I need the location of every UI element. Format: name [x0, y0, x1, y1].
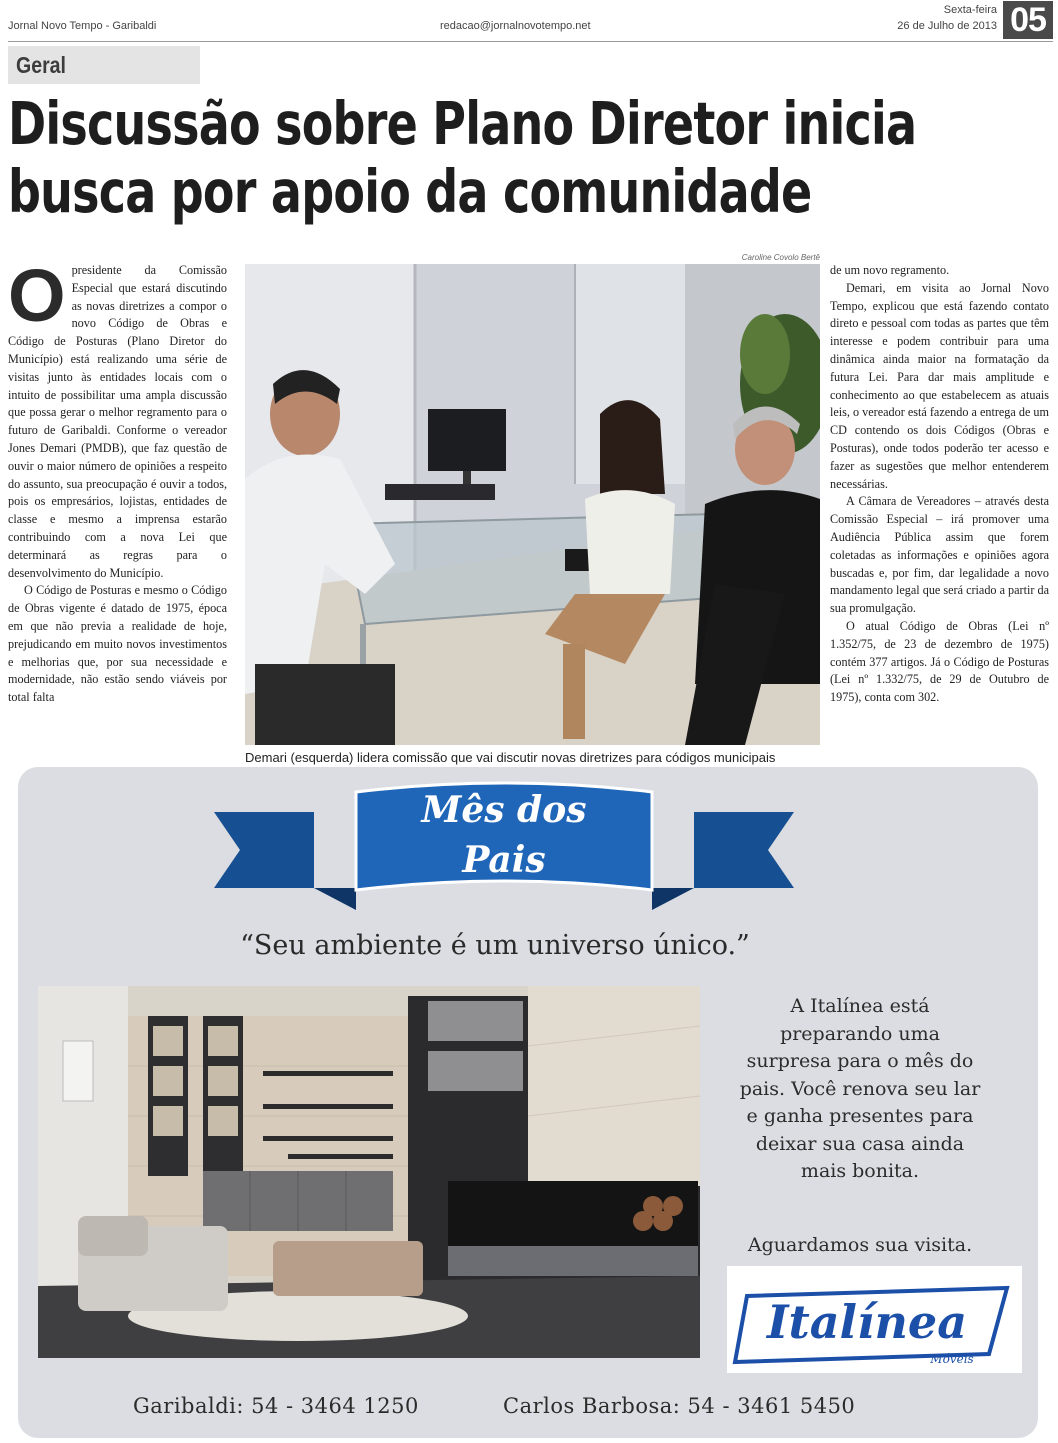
page-number: 05	[1003, 1, 1053, 39]
contact-carlos-barbosa[interactable]: Carlos Barbosa: 54 - 3461 5450	[503, 1394, 856, 1418]
drop-cap: O	[8, 254, 66, 337]
section-label: Geral	[16, 52, 67, 78]
article-paragraph: A Câmara de Vereadores – através desta Comissão Especial – irá promover uma Audiência Pública assim que forem coletadas as informações e opiniões agora buscadas e, por fim, dar legalidade a novo mandamento legal que será criado a partir da sua promulgação.	[830, 494, 1049, 616]
ribbon-title-line-2: Pais	[462, 839, 546, 881]
ad-invitation: Aguardamos sua visita.	[747, 1234, 973, 1256]
ribbon-banner	[214, 780, 794, 915]
article-photo	[245, 264, 820, 745]
article-paragraph: de um novo regramento.	[830, 263, 950, 277]
logo-wordmark: Italínea	[766, 1295, 968, 1349]
photo-credit: Caroline Covolo Bertê	[741, 253, 820, 262]
italinea-logo[interactable]	[727, 1266, 1022, 1373]
logo-subtitle: Móveis	[930, 1352, 974, 1366]
article-paragraph: O atual Código de Obras (Lei nº 1.352/75, de 23 de dezembro de 1975) contém 377 artigos. Já o Código de Posturas (Lei nº 1.332/75, de 29 de Outubro de 1975), conta com 302.	[830, 618, 1049, 705]
photo-caption: Demari (esquerda) lidera comissão que vai discutir novas diretrizes para códigos municipais	[245, 750, 776, 765]
brand-logo-icon	[727, 1266, 1022, 1373]
ad-living-room-image	[38, 986, 700, 1358]
ad-slogan: “Seu ambiente é um universo único.”	[240, 930, 750, 961]
contact-garibaldi[interactable]: Garibaldi: 54 - 3464 1250	[133, 1394, 419, 1418]
contact-email[interactable]: redacao@jornalnovotempo.net	[440, 20, 591, 32]
meeting-photo-illustration	[245, 264, 820, 745]
ribbon-title-line-1: Mês dos	[421, 789, 587, 831]
weekday: Sexta-feira	[943, 4, 997, 16]
article-paragraph: Demari, em visita ao Jornal Novo Tempo, explicou que está fazendo contato direto e pessoal com todas as partes que têm interesse e podem contribuir para uma dinâmica ainda maior na formatação da futura Lei. Para dar mais amplitude e conhecimento ao que estabelecem as atuais leis, o vereador está fazendo a entrega de um CD contendo os dois Códigos (Obras e Posturas), onde todos poderão ter acesso e fazer as sugestões que melhor entenderem necessárias.	[830, 280, 1049, 491]
headline-line-2: busca por apoio da comunidade	[8, 157, 812, 226]
article-column-left	[8, 254, 227, 707]
paragraph-text: presidente da Comissão Especial que estará discutindo as novas diretrizes a compor o novo Código de Obras e Código de Posturas (Plano Diretor do Município) está realizando uma série de visitas junto às entidades locais com o intuito de possibilitar uma ampla discussão que possa gerar o melhor regramento para o futuro de Garibaldi. Conforme o vereador Jones Demari (PMDB), que faz questão de ouvir o maior número de opiniões a respeito do assunto, sua preocupação é ouvir a todos, pois os empresários, lojistas, entidades de classe e mesmo a imprensa estarão contribuindo com a nova Lei que determinará as regras para o desenvolvimento do Município.	[8, 263, 227, 580]
section-tag	[8, 46, 200, 84]
page-header	[8, 0, 1053, 42]
ad-promo-text: A Italínea está preparando uma surpresa para o mês do pais. Você renova seu lar e ganha presentes para deixar sua casa ainda mais bonita.	[739, 995, 981, 1182]
living-room-illustration	[38, 986, 700, 1358]
article-headline	[8, 89, 917, 226]
article-paragraph	[8, 254, 227, 582]
issue-date: 26 de Julho de 2013	[897, 20, 997, 32]
article-column-right	[830, 262, 1049, 707]
publication-name: Jornal Novo Tempo - Garibaldi	[8, 20, 157, 32]
article-paragraph: O Código de Posturas e mesmo o Código de Obras vigente é datado de 1975, época em que não previa a realidade de hoje, prejudicando em muito novos investimentos e melhorias que, por sua necessidade e modernidade, não estão sendo viáveis por total falta	[8, 583, 227, 705]
headline-line-1: Discussão sobre Plano Diretor inicia	[8, 89, 917, 158]
